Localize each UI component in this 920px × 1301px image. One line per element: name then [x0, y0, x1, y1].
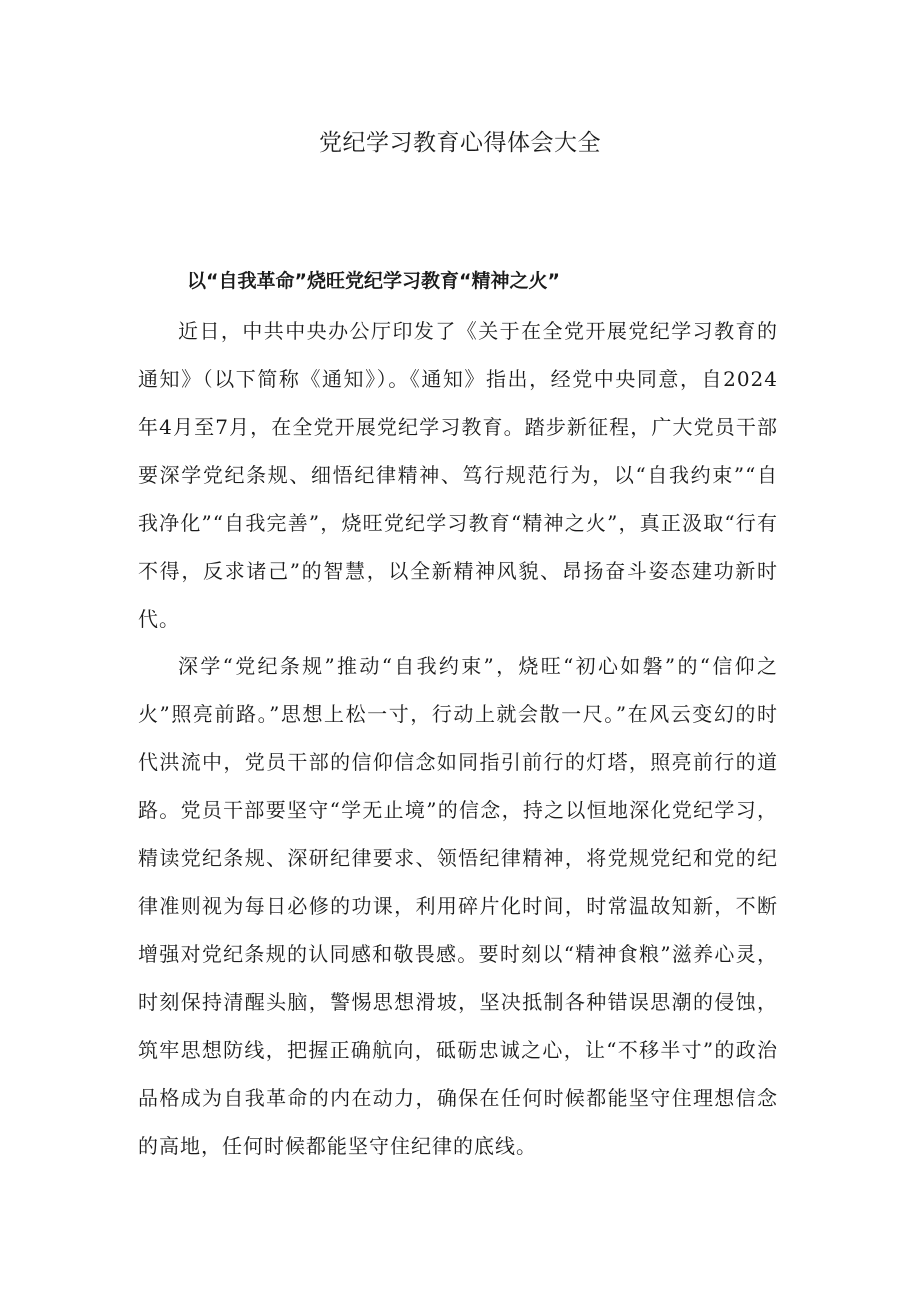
document-title: 党纪学习教育心得体会大全	[319, 130, 601, 156]
section-heading: 以“自我革命”烧旺党纪学习教育“精神之火”	[187, 270, 560, 292]
paragraph-1: 近日，中共中央办公厅印发了《关于在全党开展党纪学习教育的通知》（以下简称《通知》）。《通知》指出，经党中央同意，自2024年4月至7月，在全党开展党纪学习教育。踏步新征程，广大党员干部要深学党纪条规、细悟纪律精神、笃行规范行为，以“自我约束”“自我净化”“自我完善”，烧旺党纪学习教育“精神之火”，真正汲取“行有不得，反求诸己”的智慧，以全新精神风貌、昂扬奋斗姿态建功新时代。	[138, 319, 778, 631]
paragraph-2: 深学“党纪条规”推动“自我约束”，烧旺“初心如磐”的“信仰之火”照亮前路。”思想上松一寸，行动上就会散一尺。”在风云变幻的时代洪流中，党员干部的信仰信念如同指引前行的灯塔，照亮前行的道路。党员干部要坚守“学无止境”的信念，持之以恒地深化党纪学习，精读党纪条规、深研纪律要求、领悟纪律精神，将党规党纪和党的纪律准则视为每日必修的功课，利用碎片化时间，时常温故知新，不断增强对党纪条规的认同感和敬畏感。要时刻以“精神食粮”滋养心灵，时刻保持清醒头脑，警惕思想滑坡，坚决抵制各种错误思潮的侵蚀，筑牢思想防线，把握正确航向，砥砺忠诚之心，让“不移半寸”的政治品格成为自我革命的内在动力，确保在任何时候都能坚守住理想信念的高地，任何时候都能坚守住纪律的底线。	[138, 654, 778, 1158]
